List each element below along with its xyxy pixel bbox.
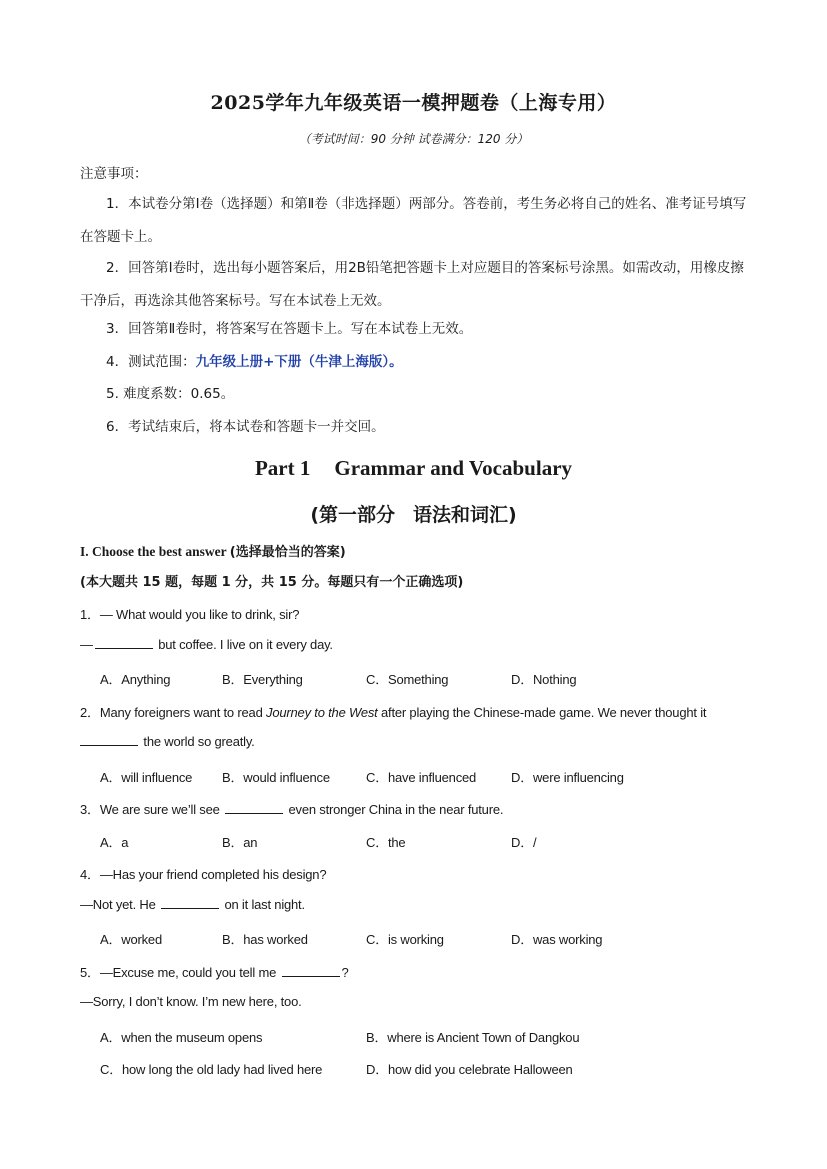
q2-book-title: Journey to the West: [266, 705, 378, 720]
page-title: 2025学年九年级英语一模押题卷（上海专用）: [210, 92, 617, 114]
q3-stem-a: 3．We are sure we’ll see: [80, 802, 224, 817]
answer-blank: [95, 637, 153, 649]
q3-option-a: A．a: [100, 835, 129, 850]
q3-stem-b: even stronger China in the near future.: [285, 802, 504, 817]
q4-stem: 4．—Has your friend completed his design?: [80, 867, 327, 882]
answer-blank: [282, 965, 340, 977]
answer-blank: [161, 897, 219, 909]
q5-stem-a: 5．—Excuse me, could you tell me: [80, 965, 280, 980]
q1-stem: 1．— What would you like to drink, sir?: [80, 607, 300, 622]
q4-option-c: C．is working: [366, 932, 444, 947]
q3-stem: [80, 799, 503, 818]
part-cn-a: (第一部分: [310, 504, 395, 526]
part-title-cn: [0, 500, 827, 527]
q5-stem-b: ?: [341, 965, 349, 980]
q4-line2-a: —Not yet. He: [80, 897, 160, 912]
test-scope: 九年级上册+下册（牛津上海版）: [195, 354, 390, 370]
q4-line2-b: on it last night.: [221, 897, 305, 912]
section-instructions: (本大题共 15 题，每题 1 分，共 15 分。每题只有一个正确选项): [80, 575, 464, 590]
q3-option-b: B．an: [222, 835, 258, 850]
q1-line2: [80, 637, 333, 652]
note-item-4-label: 4．测试范围：: [106, 354, 196, 370]
answer-blank: [80, 734, 138, 746]
q4-option-b: B．has worked: [222, 932, 308, 947]
part-title: [0, 456, 827, 481]
notes-heading: 注意事项：: [80, 166, 148, 182]
section-heading: [80, 541, 346, 560]
q1-option-d: D．Nothing: [511, 672, 577, 687]
q1-option-a: A．Anything: [100, 672, 171, 687]
q2-stem: [80, 702, 706, 721]
q4-option-d: D．was working: [511, 932, 603, 947]
q5-option-c: C．how long the old lady had lived here: [100, 1062, 323, 1077]
q2-rest: the world so greatly.: [140, 734, 255, 749]
test-scope-end: 。: [389, 354, 403, 370]
q1-dash: —: [80, 637, 93, 652]
q1-rest: but coffee. I live on it every day.: [154, 637, 333, 652]
section-heading-cn: (选择最恰当的答案): [229, 545, 346, 560]
note-item-3: 3．回答第Ⅱ卷时，将答案写在答题卡上。写在本试卷上无效。: [106, 321, 473, 337]
q5-line2: —Sorry, I don’t know. I’m new here, too.: [80, 994, 302, 1009]
q2-stem-b: after playing the Chinese-made game. We never thought it: [377, 705, 707, 720]
note-item-5: 5. 难度系数：0.65。: [106, 386, 235, 402]
q1-option-c: C．Something: [366, 672, 449, 687]
part-name: Grammar and Vocabulary: [334, 456, 573, 480]
section-heading-en: I. Choose the best answer: [80, 544, 230, 559]
q5-stem: [80, 962, 349, 981]
q2-line2: [80, 734, 255, 749]
note-item-2: 2．回答第Ⅰ卷时，选出每小题答案后，用2B铅笔把答题卡上对应题目的答案标号涂黑。如需改动，用橡皮擦干净后，再选涂其他答案标号。写在本试卷上无效。: [80, 260, 744, 309]
q4-option-a: A．worked: [100, 932, 162, 947]
q5-option-b: B．where is Ancient Town of Dangkou: [366, 1030, 580, 1045]
q3-option-c: C．the: [366, 835, 406, 850]
note-item-4: [106, 350, 403, 370]
exam-info: （考试时间：90 分钟 试卷满分：120 分）: [298, 132, 529, 146]
q5-option-a: A．when the museum opens: [100, 1030, 263, 1045]
part-label: Part 1: [254, 456, 311, 480]
q5-option-d: D．how did you celebrate Halloween: [366, 1062, 573, 1077]
q2-stem-a: 2．Many foreigners want to read: [80, 705, 267, 720]
note-item-1: 1．本试卷分第Ⅰ卷（选择题）和第Ⅱ卷（非选择题）两部分。答卷前，考生务必将自己的姓名、准考证号填写在答题卡上。: [80, 196, 747, 245]
q2-option-a: A．will influence: [100, 770, 193, 785]
note-item-6: 6．考试结束后，将本试卷和答题卡一并交回。: [106, 419, 385, 435]
part-cn-b: 语法和词汇): [413, 504, 517, 526]
q2-option-b: B．would influence: [222, 770, 330, 785]
q2-option-c: C．have influenced: [366, 770, 477, 785]
answer-blank: [225, 802, 283, 814]
q1-option-b: B．Everything: [222, 672, 303, 687]
q2-option-d: D．were influencing: [511, 770, 624, 785]
q4-line2: [80, 897, 305, 912]
q3-option-d: D．/: [511, 835, 537, 850]
